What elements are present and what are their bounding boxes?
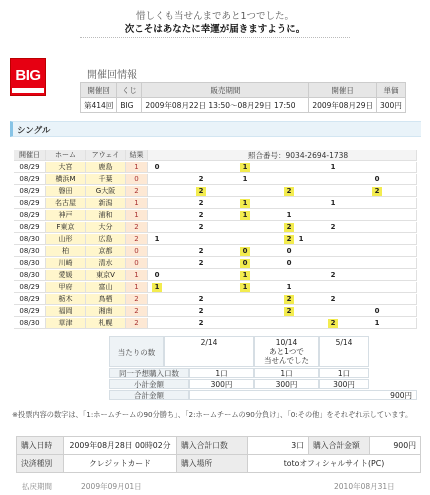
ballot-mark: 2 xyxy=(198,247,204,255)
ballot-mark: 2 xyxy=(330,295,336,303)
match-away: 札幌 xyxy=(86,318,126,329)
same-count-label: 同一予想購入口数 xyxy=(109,368,189,378)
match-row xyxy=(14,306,417,317)
match-away: 鳥栖 xyxy=(86,294,126,305)
match-away: 新潟 xyxy=(86,198,126,209)
match-home: F東京 xyxy=(46,222,86,233)
match-date: 08/29 xyxy=(14,174,46,185)
match-home: 磐田 xyxy=(46,186,86,197)
match-row xyxy=(14,234,417,245)
match-row xyxy=(14,186,417,197)
ballot-mark: 0 xyxy=(286,259,292,267)
hits-ballot-3: 5/14 xyxy=(319,336,369,367)
header-price: 単価 xyxy=(377,83,406,98)
ballot-mark: 0 xyxy=(374,307,380,315)
match-result: 2 xyxy=(126,222,148,233)
match-result: 0 xyxy=(126,258,148,269)
purchase-date-value: 2009年08月28日 00時02分 xyxy=(64,437,177,455)
purchase-place-label: 購入場所 xyxy=(177,455,248,473)
match-away: 湘南 xyxy=(86,306,126,317)
hits-ballot-1: 2/14 xyxy=(164,336,254,367)
match-away: 清水 xyxy=(86,258,126,269)
ballot-mark: 2 xyxy=(284,187,294,196)
ballot-cells xyxy=(148,174,417,185)
ballot-mark: 0 xyxy=(154,163,160,171)
match-date: 08/29 xyxy=(14,198,46,209)
match-result: 0 xyxy=(126,246,148,257)
match-date: 08/29 xyxy=(14,282,46,293)
purchase-place-value: totoオフィシャルサイト(PC) xyxy=(248,455,421,473)
header-lottery: くじ xyxy=(117,83,142,98)
ballot-mark: 1 xyxy=(152,283,162,292)
payout-end: 2010年08月31日 xyxy=(334,482,395,491)
match-row xyxy=(14,222,417,233)
hits-ballot-2: 10/14 あと1つで 当せんでした xyxy=(254,336,319,367)
ballot-mark: 1 xyxy=(374,319,380,327)
ballot-cells xyxy=(148,282,417,293)
match-result: 2 xyxy=(126,234,148,245)
ballot-cells xyxy=(148,198,417,209)
price-value: 300円 xyxy=(377,98,406,113)
match-away: 千葉 xyxy=(86,174,126,185)
match-away: 京都 xyxy=(86,246,126,257)
same-count-3: 1口 xyxy=(319,368,369,378)
ballot-cells xyxy=(148,270,417,281)
round-info-title: 開催回情報 xyxy=(87,70,137,81)
big-logo xyxy=(10,58,46,96)
purchase-date-label: 購入日時 xyxy=(17,437,64,455)
ballot-mark: 1 xyxy=(240,163,250,172)
payout-label: 払戻期間 xyxy=(22,482,52,491)
match-row xyxy=(14,318,417,329)
ballot-mark: 2 xyxy=(330,223,336,231)
match-date: 08/30 xyxy=(14,234,46,245)
hits-label: 当たりの数 xyxy=(109,336,164,367)
ballot-mark: 2 xyxy=(198,223,204,231)
match-away: 広島 xyxy=(86,234,126,245)
match-row xyxy=(14,210,417,221)
match-result: 1 xyxy=(126,210,148,221)
banner-line-1: 惜しくも当せんまであと1つでした。 xyxy=(135,11,295,22)
match-row xyxy=(14,198,417,209)
match-home: 愛媛 xyxy=(46,270,86,281)
match-date: 08/30 xyxy=(14,246,46,257)
match-date: 08/29 xyxy=(14,306,46,317)
col-result-header: 結果 xyxy=(126,150,148,161)
col-away-header: アウェイ xyxy=(86,150,126,161)
purchase-amount-value: 900円 xyxy=(370,437,421,455)
ballot-cells xyxy=(148,234,417,245)
logo-stripe xyxy=(12,88,44,93)
match-result: 2 xyxy=(126,186,148,197)
purchase-count-label: 購入合計口数 xyxy=(177,437,248,455)
match-home: 草津 xyxy=(46,318,86,329)
match-date: 08/30 xyxy=(14,258,46,269)
total-label: 合計金額 xyxy=(109,390,189,400)
single-section-title: シングル xyxy=(17,126,51,136)
col-date-header: 開催日 xyxy=(14,150,46,161)
match-date: 08/29 xyxy=(14,210,46,221)
ballot-mark: 2 xyxy=(198,307,204,315)
ballot-mark: 1 xyxy=(298,235,304,243)
match-row xyxy=(14,258,417,269)
match-result: 1 xyxy=(126,162,148,173)
banner-line-2: 次こそはあなたに幸運が届きますように。 xyxy=(124,24,306,35)
ballot-mark: 2 xyxy=(198,319,204,327)
match-row xyxy=(14,294,417,305)
match-home: 横浜M xyxy=(46,174,86,185)
ballot-cells xyxy=(148,258,417,269)
date-value: 2009年08月29日 xyxy=(309,98,377,113)
match-date: 08/29 xyxy=(14,294,46,305)
ballot-cells xyxy=(148,162,417,173)
same-count-2: 1口 xyxy=(254,368,319,378)
ballot-mark: 2 xyxy=(196,187,206,196)
ballot-mark: 0 xyxy=(286,247,292,255)
ballot-mark: 0 xyxy=(154,271,160,279)
subtotal-2: 300円 xyxy=(254,379,319,389)
match-date: 08/29 xyxy=(14,186,46,197)
payout-row xyxy=(16,476,416,495)
header-date: 開催日 xyxy=(309,83,377,98)
header-round: 開催回 xyxy=(81,83,117,98)
match-home: 川崎 xyxy=(46,258,86,269)
ballot-cells xyxy=(148,318,417,329)
purchase-count-value: 3口 xyxy=(248,437,309,455)
ballot-mark: 1 xyxy=(330,163,336,171)
ballot-mark: 2 xyxy=(284,223,294,232)
match-result: 2 xyxy=(126,294,148,305)
match-row xyxy=(14,270,417,281)
purchase-info-table xyxy=(16,436,421,473)
ballot-mark: 0 xyxy=(240,247,250,256)
match-away: 鹿島 xyxy=(86,162,126,173)
match-row xyxy=(14,246,417,257)
header-period: 販売期間 xyxy=(142,83,309,98)
match-row xyxy=(14,174,417,185)
match-result: 2 xyxy=(126,318,148,329)
ballot-mark: 2 xyxy=(284,235,294,244)
ballot-cells xyxy=(148,294,417,305)
ballot-mark: 1 xyxy=(330,199,336,207)
ballot-cells xyxy=(148,222,417,233)
match-date: 08/30 xyxy=(14,270,46,281)
match-result: 2 xyxy=(126,306,148,317)
ballot-mark: 1 xyxy=(286,211,292,219)
match-home: 甲府 xyxy=(46,282,86,293)
ballot-mark: 2 xyxy=(284,295,294,304)
total-value: 900円 xyxy=(189,390,417,400)
match-home: 山形 xyxy=(46,234,86,245)
grid-header xyxy=(14,150,417,161)
ballot-legend-note: ※投票内容の数字は、「1:ホームチームの90分勝ち」、「2:ホームチームの90分負け」、「0:その他」をそれぞれ示しています。 xyxy=(12,410,413,419)
match-date: 08/29 xyxy=(14,222,46,233)
round-value: 第414回 xyxy=(81,98,117,113)
match-row xyxy=(14,282,417,293)
ballot-mark: 1 xyxy=(286,283,292,291)
round-info-table xyxy=(80,82,406,113)
ballot-mark: 0 xyxy=(374,175,380,183)
ballot-mark: 2 xyxy=(328,319,338,328)
purchase-amount-label: 購入合計金額 xyxy=(309,437,370,455)
match-home: 名古屋 xyxy=(46,198,86,209)
ballot-cells xyxy=(148,246,417,257)
match-result: 1 xyxy=(126,282,148,293)
ballot-mark: 2 xyxy=(284,307,294,316)
ballot-cells xyxy=(148,306,417,317)
match-home: 大宮 xyxy=(46,162,86,173)
subtotal-label: 小計金額 xyxy=(109,379,189,389)
ballot-mark: 2 xyxy=(198,199,204,207)
match-home: 栃木 xyxy=(46,294,86,305)
match-date: 08/29 xyxy=(14,162,46,173)
banner-divider xyxy=(80,37,350,38)
result-banner xyxy=(0,0,430,46)
single-section-bar xyxy=(10,121,421,137)
match-away: 浦和 xyxy=(86,210,126,221)
lottery-value: BIG xyxy=(117,98,142,113)
match-home: 神戸 xyxy=(46,210,86,221)
payment-method-label: 決済種別 xyxy=(17,455,64,473)
match-result: 1 xyxy=(126,198,148,209)
subtotal-1: 300円 xyxy=(189,379,254,389)
ballot-mark: 1 xyxy=(240,283,250,292)
match-home: 福岡 xyxy=(46,306,86,317)
ballot-mark: 2 xyxy=(198,259,204,267)
match-away: 富山 xyxy=(86,282,126,293)
ballot-mark: 1 xyxy=(240,199,250,208)
match-date: 08/30 xyxy=(14,318,46,329)
ballot-mark: 2 xyxy=(198,211,204,219)
logo-text: BIG xyxy=(15,67,41,84)
period-value: 2009年08月22日 13:50～08月29日 17:50 xyxy=(142,98,309,113)
serial-number: 照合番号：9034-2694-1738 xyxy=(248,151,349,160)
match-away: 大分 xyxy=(86,222,126,233)
match-away: 東京V xyxy=(86,270,126,281)
ballot-header xyxy=(148,150,417,161)
ballot-mark: 1 xyxy=(242,175,248,183)
payment-method-value: クレジットカード xyxy=(64,455,177,473)
ballot-mark: 0 xyxy=(240,259,250,268)
ballot-mark: 2 xyxy=(372,187,382,196)
same-count-1: 1口 xyxy=(189,368,254,378)
ballot-cells xyxy=(148,210,417,221)
ballot-cells xyxy=(148,186,417,197)
ballot-mark: 2 xyxy=(198,295,204,303)
match-result: 1 xyxy=(126,270,148,281)
match-row xyxy=(14,162,417,173)
ballot-mark: 1 xyxy=(154,235,160,243)
col-home-header: ホーム xyxy=(46,150,86,161)
match-home: 柏 xyxy=(46,246,86,257)
ballot-mark: 2 xyxy=(198,175,204,183)
ballot-mark: 2 xyxy=(330,271,336,279)
payout-start: 2009年09月01日 xyxy=(81,482,142,491)
match-result: 0 xyxy=(126,174,148,185)
ballot-mark: 1 xyxy=(240,271,250,280)
match-away: G大阪 xyxy=(86,186,126,197)
ballot-mark: 1 xyxy=(240,211,250,220)
subtotal-3: 300円 xyxy=(319,379,369,389)
